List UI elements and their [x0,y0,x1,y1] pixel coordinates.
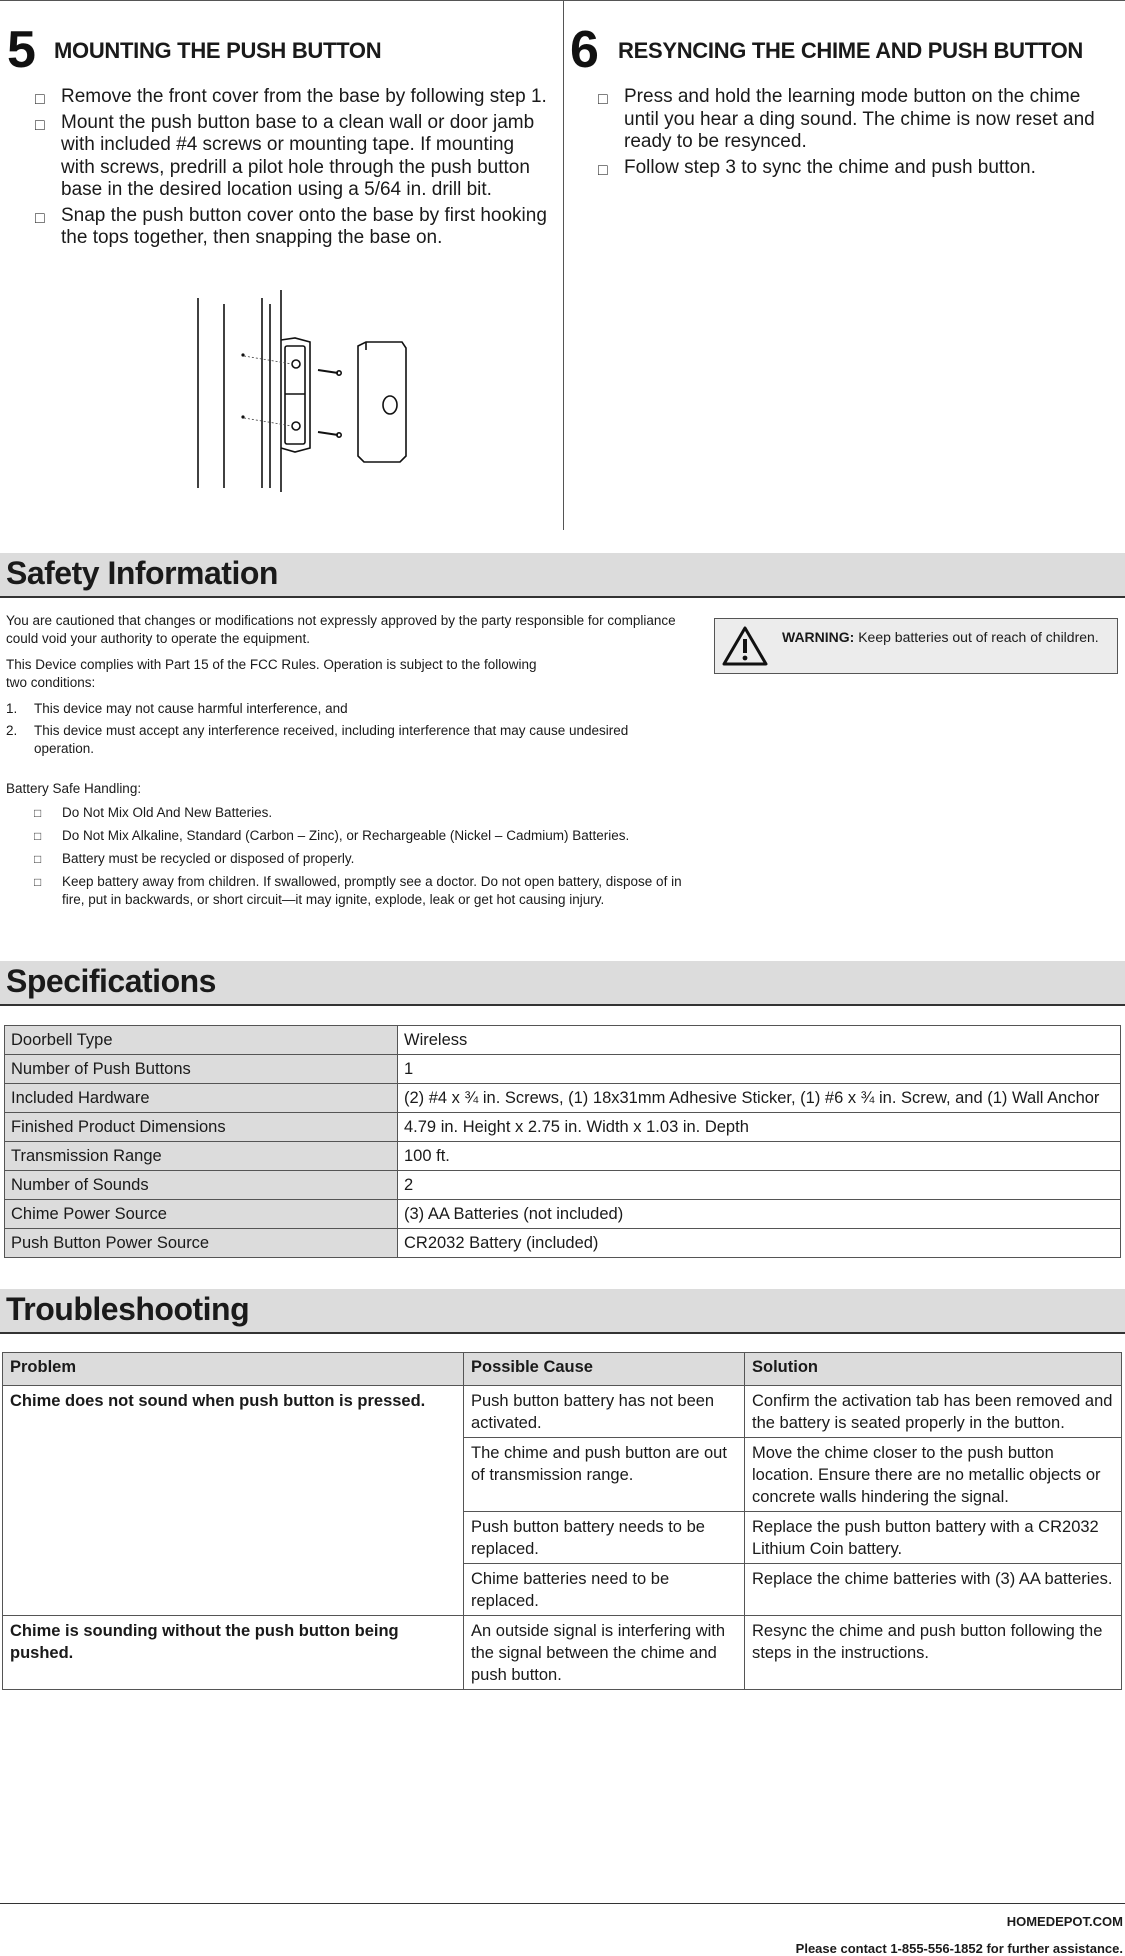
list-item: □ Press and hold the learning mode button on the chime until you hear a ding sound. The chime is now reset and ready to be resynced. [598,86,1095,152]
table-row: Number of Push Buttons 1 [5,1055,1121,1084]
checkbox-icon: □ [598,91,608,108]
section-title: Specifications [6,963,216,999]
battery-list [6,804,686,909]
list-item: □ Battery must be recycled or disposed of properly. [34,851,355,866]
checkbox-icon: □ [35,209,45,227]
table-row [3,1386,1122,1438]
table-row: Push Button Power Source CR2032 Battery (included) [5,1229,1121,1258]
problem-cell: Chime does not sound when push button is pressed. [3,1386,464,1616]
cause-cell: Chime batteries need to be replaced. [464,1564,745,1616]
section-title: Safety Information [6,555,278,591]
checkbox-icon: □ [34,829,42,843]
checkbox-icon: □ [35,116,45,134]
table-header-row [3,1353,1122,1386]
cause-cell: The chime and push button are out of transmission range. [464,1438,745,1512]
table-row: Number of Sounds 2 [5,1171,1121,1200]
problem-cell: Chime is sounding without the push button being pushed. [3,1616,464,1690]
warning-box [714,618,1118,674]
list-item: 2. This device must accept any interference received, including interference that may cause undesired operation. [6,723,629,756]
footer-website: HOMEDEPOT.COM [1006,1914,1123,1929]
fcc-paragraph: This Device complies with Part 15 of the FCC Rules. Operation is subject to the following two conditions: [6,657,537,690]
checkbox-icon: □ [598,161,608,179]
list-item: □ Do Not Mix Alkaline, Standard (Carbon – Zinc), or Rechargeable (Nickel – Cadmium) Batteries. [34,828,630,843]
list-item: □ Do Not Mix Old And New Batteries. [34,805,273,820]
troubleshooting-header [0,1289,1125,1334]
footer-contact: Please contact 1-855-556-1852 for further assistance. [795,1941,1123,1956]
fcc-conditions [6,700,686,758]
column-divider [563,0,564,530]
solution-cell: Move the chime closer to the push button location. Ensure there are no metallic objects or concrete walls hindering the signal. [745,1438,1122,1512]
solution-cell: Replace the push button battery with a CR2032 Lithium Coin battery. [745,1512,1122,1564]
column-header-problem: Problem [3,1353,464,1386]
table-row: Transmission Range 100 ft. [5,1142,1121,1171]
list-item: □ Remove the front cover from the base by following step 1. [35,86,547,109]
table-row [3,1616,1122,1690]
warning-triangle-icon [721,625,769,667]
table-row: Included Hardware (2) #4 x ¾ in. Screws, (1) 18x31mm Adhesive Sticker, (1) #6 x ¾ in. Screw, and (1) Wall Anchor [5,1084,1121,1113]
cause-cell: An outside signal is interfering with the signal between the chime and push button. [464,1616,745,1690]
footer-rule [0,1903,1125,1904]
table-row: Doorbell Type Wireless [5,1026,1121,1055]
list-item: □ Keep battery away from children. If swallowed, promptly see a doctor. Do not open battery, dispose of in fire, put in backwards, or short circuit—it may ignite, explode, leak or get hot causing injury. [34,874,682,907]
cause-cell: Push button battery has not been activated. [464,1386,745,1438]
step-title: RESYNCING THE CHIME AND PUSH BUTTON [618,38,1083,63]
column-header-solution: Solution [745,1353,1122,1386]
battery-heading: Battery Safe Handling: [6,781,142,796]
checkbox-icon: □ [34,806,42,820]
push-button-mounting-illustration [188,288,418,493]
warning-text: WARNING: Keep batteries out of reach of children. [782,629,1099,645]
checkbox-icon: □ [35,91,45,108]
step-6-section [570,20,1110,270]
list-item: □ Snap the push button cover onto the base by first hooking the tops together, then snapping the base on. [35,204,547,248]
solution-cell: Resync the chime and push button following the steps in the instructions. [745,1616,1122,1690]
column-header-cause: Possible Cause [464,1353,745,1386]
solution-cell: Confirm the activation tab has been removed and the battery is seated properly in the button. [745,1386,1122,1438]
solution-cell: Replace the chime batteries with (3) AA batteries. [745,1564,1122,1616]
table-row: Finished Product Dimensions 4.79 in. Height x 2.75 in. Width x 1.03 in. Depth [5,1113,1121,1142]
step-6-list [598,86,1110,182]
step-number: 6 [570,21,599,79]
list-item: □ Follow step 3 to sync the chime and push button. [598,157,1110,180]
specifications-header [0,961,1125,1006]
safety-body [6,612,686,914]
safety-header [0,553,1125,598]
checkbox-icon: □ [34,875,42,889]
table-row: Chime Power Source (3) AA Batteries (not included) [5,1200,1121,1229]
troubleshooting-table [2,1352,1122,1690]
section-title: Troubleshooting [6,1291,250,1327]
cause-cell: Push button battery needs to be replaced. [464,1512,745,1564]
step-5-list [35,86,547,253]
list-item: □ Mount the push button base to a clean wall or door jamb with included #4 screws or mounting tape. If mounting with screws, predrill a pilot hole through the push button base in the desired location using a 5/64 in. drill bit. [35,111,535,200]
checkbox-icon: □ [34,852,42,866]
step-number: 5 [7,21,36,79]
step-title: MOUNTING THE PUSH BUTTON [54,38,382,63]
compliance-paragraph: You are cautioned that changes or modifications not expressly approved by the party responsible for compliance could void your authority to operate the equipment. [6,613,676,646]
list-item: 1. This device may not cause harmful interference, and [6,701,348,716]
specifications-table [4,1025,1121,1258]
